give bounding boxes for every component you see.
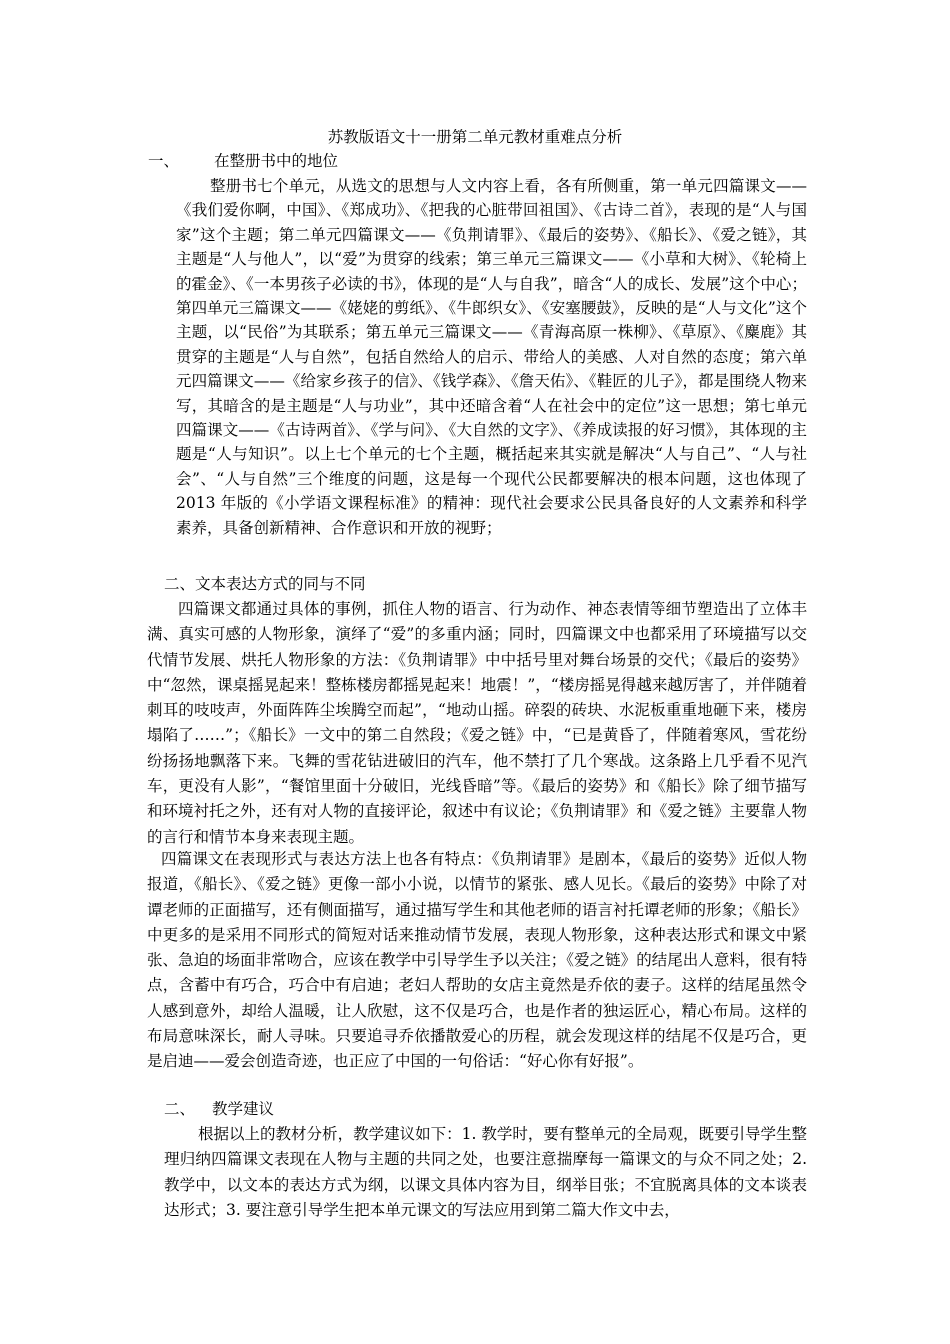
section-3-heading xyxy=(164,1098,274,1120)
section-1-title: 在整册书中的地位 xyxy=(214,152,339,170)
section-2-title: 二、文本表达方式的同与不同 xyxy=(164,575,366,593)
section-1-number: 一、 xyxy=(148,152,180,170)
section-3-number: 二、 xyxy=(164,1100,196,1118)
section-1-heading xyxy=(148,150,338,172)
section-2-text-1: 四篇课文都通过具体的事例，抓住人物的语言、行为动作、神态表情等细节塑造出了立体丰满、真实可感的人物形象，演绎了“爱”的多重内涵；同时，四篇课文中也都采用了环境描写以交代情节发展、烘托人物形象的方法：《负荆请罪》中中括号里对舞台场景的交代；《最后的姿势》中“忽然，课桌摇晃起来！整栋楼房都摇晃起来！地震！”，“楼房摇晃得越来越厉害了，并伴随着刺耳的吱吱声，外面阵阵尘埃腾空而起”，“地动山摇。碎裂的砖块、水泥板重重地砸下来，楼房塌陷了……”；《船长》一文中的第二自然段；《爱之链》中，“已是黄昏了，伴随着寒风，雪花纷纷扬扬地飘落下来。飞舞的雪花钻进破旧的汽车，他不禁打了几个寒战。这条路上几乎看不见汽车，更没有人影”，“餐馆里面十分破旧，光线昏暗”等。《最后的姿势》和《船长》除了细节描写和环境衬托之外，还有对人物的直接评论，叙述中有议论；《负荆请罪》和《爱之链》主要靠人物的言行和情节本身来表现主题。 xyxy=(147,600,807,846)
section-3-text: 根据以上的教材分析，教学建议如下：1. 教学时，要有整单元的全局观，既要引导学生整理归纳四篇课文表现在人物与主题的共同之处，也要注意揣摩每一篇课文的与众不同之处；2. 教学中，以文本的表达方式为纲，以课文具体内容为目，纲举目张；不宜脱离具体的文本谈表达形式；3. 要注意引导学生把本单元课文的写法应用到第二篇大作文中去， xyxy=(164,1125,807,1219)
section-1-text: 整册书七个单元，从选文的思想与人文内容上看，各有所侧重，第一单元四篇课文——《我们爱你啊，中国》、《郑成功》、《把我的心脏带回祖国》、《古诗二首》，表现的是“人与国家”这个主题；第二单元四篇课文——《负荆请罪》、《最后的姿势》、《船长》、《爱之链》，其主题是“人与他人”，以“爱”为贯穿的线索；第三单元三篇课文——《小草和大树》、《轮椅上的霍金》、《一本男孩子必读的书》，体现的是“人与自我”，暗含“人的成长、发展”这个中心；第四单元三篇课文——《姥姥的剪纸》、《牛郎织女》、《安塞腰鼓》，反映的是“人与文化”这个主题，以“民俗”为其联系；第五单元三篇课文——《青海高原一株柳》、《草原》、《麋鹿》其贯穿的主题是“人与自然”，包括自然给人的启示、带给人的美感、人对自然的态度；第六单元四篇课文——《给家乡孩子的信》、《钱学森》、《詹天佑》、《鞋匠的儿子》，都是围绕人物来写，其暗含的是主题是“人与功业”，其中还暗含着“人在社会中的定位”这一思想；第七单元四篇课文——《古诗两首》、《学与问》、《大自然的文字》、《养成读报的好习惯》，其体现的主题是“人与知识”。以上七个单元的七个主题，概括起来其实就是解决“人与自己”、“人与社会”、“人与自然”三个维度的问题，这是每一个现代公民都要解决的根本问题，这也体现了 2013 年版的《小学语文课程标准》的精神：现代社会要求公民具备良好的人文素养和科学素养，具备创新精神、合作意识和开放的视野； xyxy=(176,177,807,537)
section-3-title: 教学建议 xyxy=(212,1100,275,1118)
section-2-heading xyxy=(164,573,366,595)
section-2-paragraph-2 xyxy=(147,847,807,1075)
document-title: 苏教版语文十一册第二单元教材重难点分析 xyxy=(327,128,623,146)
section-1-paragraph xyxy=(176,174,807,540)
section-2-text-2: 四篇课文在表现形式与表达方法上也各有特点：《负荆请罪》是剧本，《最后的姿势》近似人物报道，《船长》、《爱之链》更像一部小小说，以情节的紧张、感人见长。《最后的姿势》中除了对谭老师的正面描写，还有侧面描写，通过描写学生和其他老师的语言衬托谭老师的形象；《船长》中更多的是采用不同形式的简短对话来推动情节发展，表现人物形象，这种表达形式和课文中紧张、急迫的场面非常吻合，应该在教学中引导学生予以关注；《爱之链》的结尾出人意料，很有特点，含蓄中有巧合，巧合中有启迪；老妇人帮助的女店主竟然是乔依的妻子。这样的结尾虽然令人感到意外，却给人温暖，让人欣慰，这不仅是巧合，也是作者的独运匠心，精心布局。这样的布局意味深长，耐人寻味。只要追寻乔依播散爱心的历程，就会发现这样的结尾不仅是巧合，更是启迪——爱会创造奇迹，也正应了中国的一句俗话：“好心你有好报”。 xyxy=(147,850,807,1071)
section-2-paragraph-1 xyxy=(147,597,807,850)
section-3-paragraph xyxy=(164,1122,807,1223)
